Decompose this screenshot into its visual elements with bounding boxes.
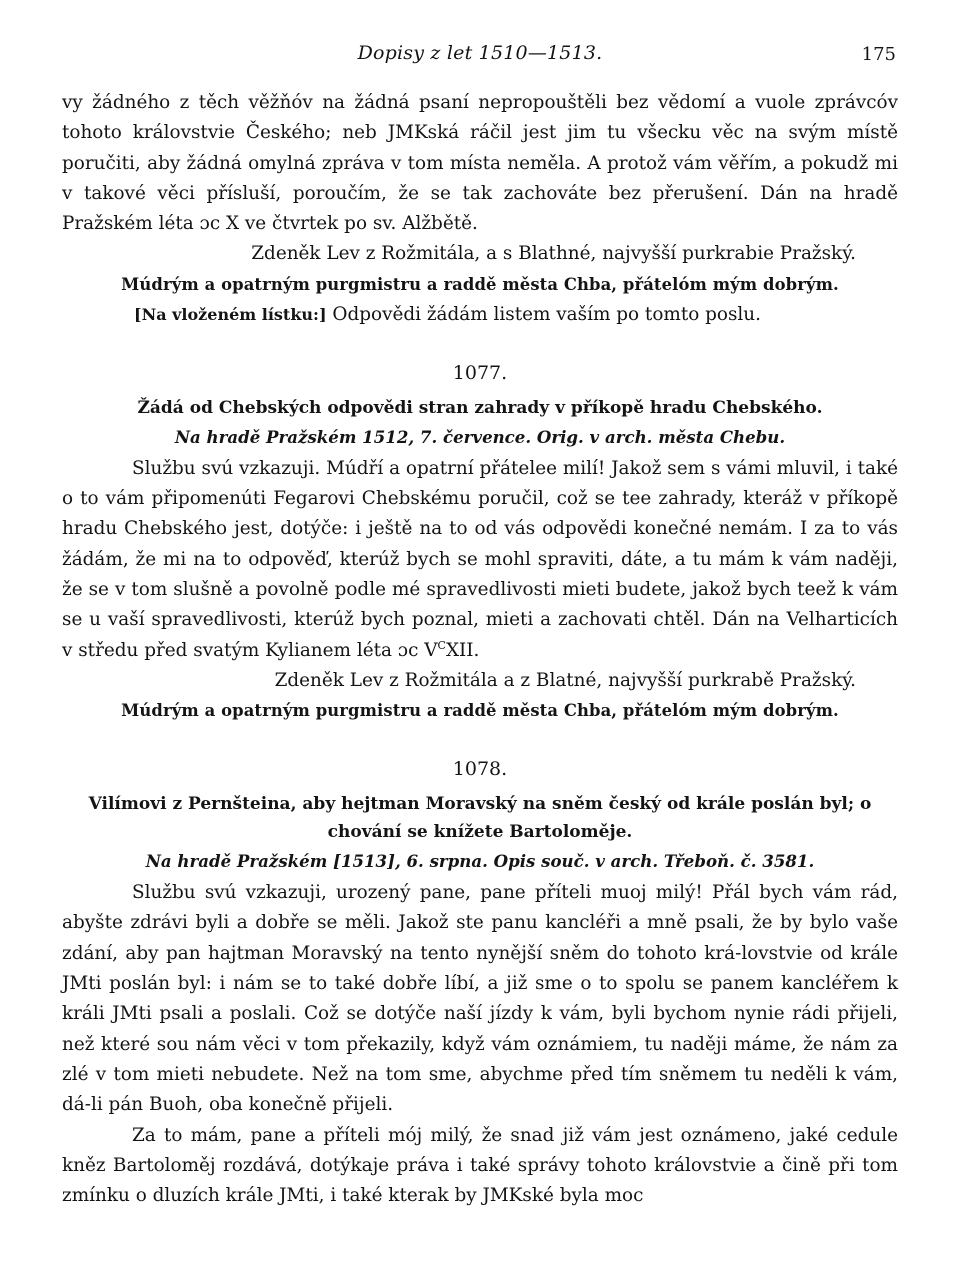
- page-number: 175: [861, 44, 896, 65]
- document-summary: Žádá od Chebských odpovědi stran zahrady v příkopě hradu Chebského.: [137, 397, 823, 418]
- note-text: Odpovědi žádám listem vaším po tomto poslu.: [332, 303, 761, 325]
- running-title: Dopisy z let 1510—1513.: [357, 42, 603, 64]
- document-summary: Vilímovi z Pernšteina, aby hejtman Moravský na sněm český od krále poslán byl; o chování se knížete Bartoloměje.: [88, 794, 872, 843]
- letter-paragraph: Za to mám, pane a příteli mój milý, že snad již vám jest oznámeno, jaké cedule kněz Bartoloměj rozdává, dotýkaje práva i také správy tohoto královstvie a čině při tom zmínku o dluzích krále JMti, i také kterak by JMKské byla moc: [62, 1124, 898, 1207]
- date-superscript: C: [437, 638, 446, 652]
- enclosed-note: [62, 300, 898, 330]
- letter-paragraph: [62, 454, 898, 666]
- letter-address: Múdrým a opatrným purgmistru a raddě města Chba, přátelóm mým dobrým.: [121, 274, 839, 294]
- continued-letter: [62, 88, 898, 330]
- letter-signature: Zdeněk Lev z Rožmitála, a s Blathné, najvyšší purkrabie Pražský.: [251, 243, 856, 265]
- running-head: [62, 38, 898, 68]
- document-1078: [62, 754, 898, 1211]
- note-prefix: [Na vloženém lístku:]: [134, 304, 327, 324]
- date-tail: XII.: [445, 639, 480, 661]
- letter-paragraph: Službu svú vzkazuji, urozený pane, pane příteli muoj milý! Přál bych vám rád, abyšte zdrávi byli a dobře se měli. Jakož ste panu kancléři a mně psali, že by bylo vaše zdání, aby pan hajtman Moravský na tento nynější sněm do tohoto krá-lovstvie od krále JMti poslán byl: i nám se to také dobře líbí, a již sme o to spolu se panem kancléřem k králi JMti psali a poslali. Což se dotýče naší jízdy k vám, byli bychom nynie rádi přijeli, než které sou nám věci v tom překazily, když vám oznámiem, tu naději máme, že nám za zlé v tom mieti nebudete. Než na tom sme, abychme před tím sněmem tu neděli k vám, dá-li pán Buoh, oba konečně přijeli.: [62, 882, 898, 1116]
- document-1077: [62, 358, 898, 726]
- document-number: 1077.: [452, 361, 508, 384]
- letter-signature: Zdeněk Lev z Rožmitála a z Blatné, najvyšší purkrabě Pražský.: [274, 669, 856, 691]
- letter-address: Múdrým a opatrným purgmistru a raddě města Chba, přátelóm mým dobrým.: [121, 701, 839, 721]
- document-source: Na hradě Pražském [1513], 6. srpna. Opis souč. v arch. Třeboň. č. 3581.: [145, 851, 815, 872]
- letter-text: Službu svú vzkazuji. Múdří a opatrní přátelee milí! Jakož sem s vámi mluvil, i také o to vám připomenúti Fegarovi Chebskému poručil, což se tee zahrady, kteráž v příkopě hradu Chebského jest, dotýče: i ještě na to od vás odpovědi konečné nemám. I za to vás žádám, že mi na to odpověď, kterúž bych se mohl spraviti, dáte, a tu mám k vám naději, že se v tom slušně a povolně podle mé spravedlivosti mieti budete, jakož bych teež k vám se u vaší spravedlivosti, kterúž bych poznal, mieti a zachovati chtěl. Dán na Velharticích v středu před svatým Kylianem léta ɔc V: [62, 457, 898, 661]
- letter-paragraph: vy žádného z těch věžňóv na žádná psaní nepropouštěli bez vědomí a vuole zprávcóv tohoto královstvie Českého; neb JMKská ráčil jest jim tu všecku věc na svým místě poručiti, aby žádná omylná zpráva v tom místa neměla. A protož vám věřím, a pokudž mi v takové věci přísluší, poroučím, že se tak zachováte bez přerušení. Dán na hradě Pražském léta ɔc X ve čtvrtek po sv. Alžbětě.: [62, 92, 898, 235]
- document-number: 1078.: [452, 758, 508, 781]
- document-source: Na hradě Pražském 1512, 7. července. Orig. v arch. města Chebu.: [174, 426, 786, 447]
